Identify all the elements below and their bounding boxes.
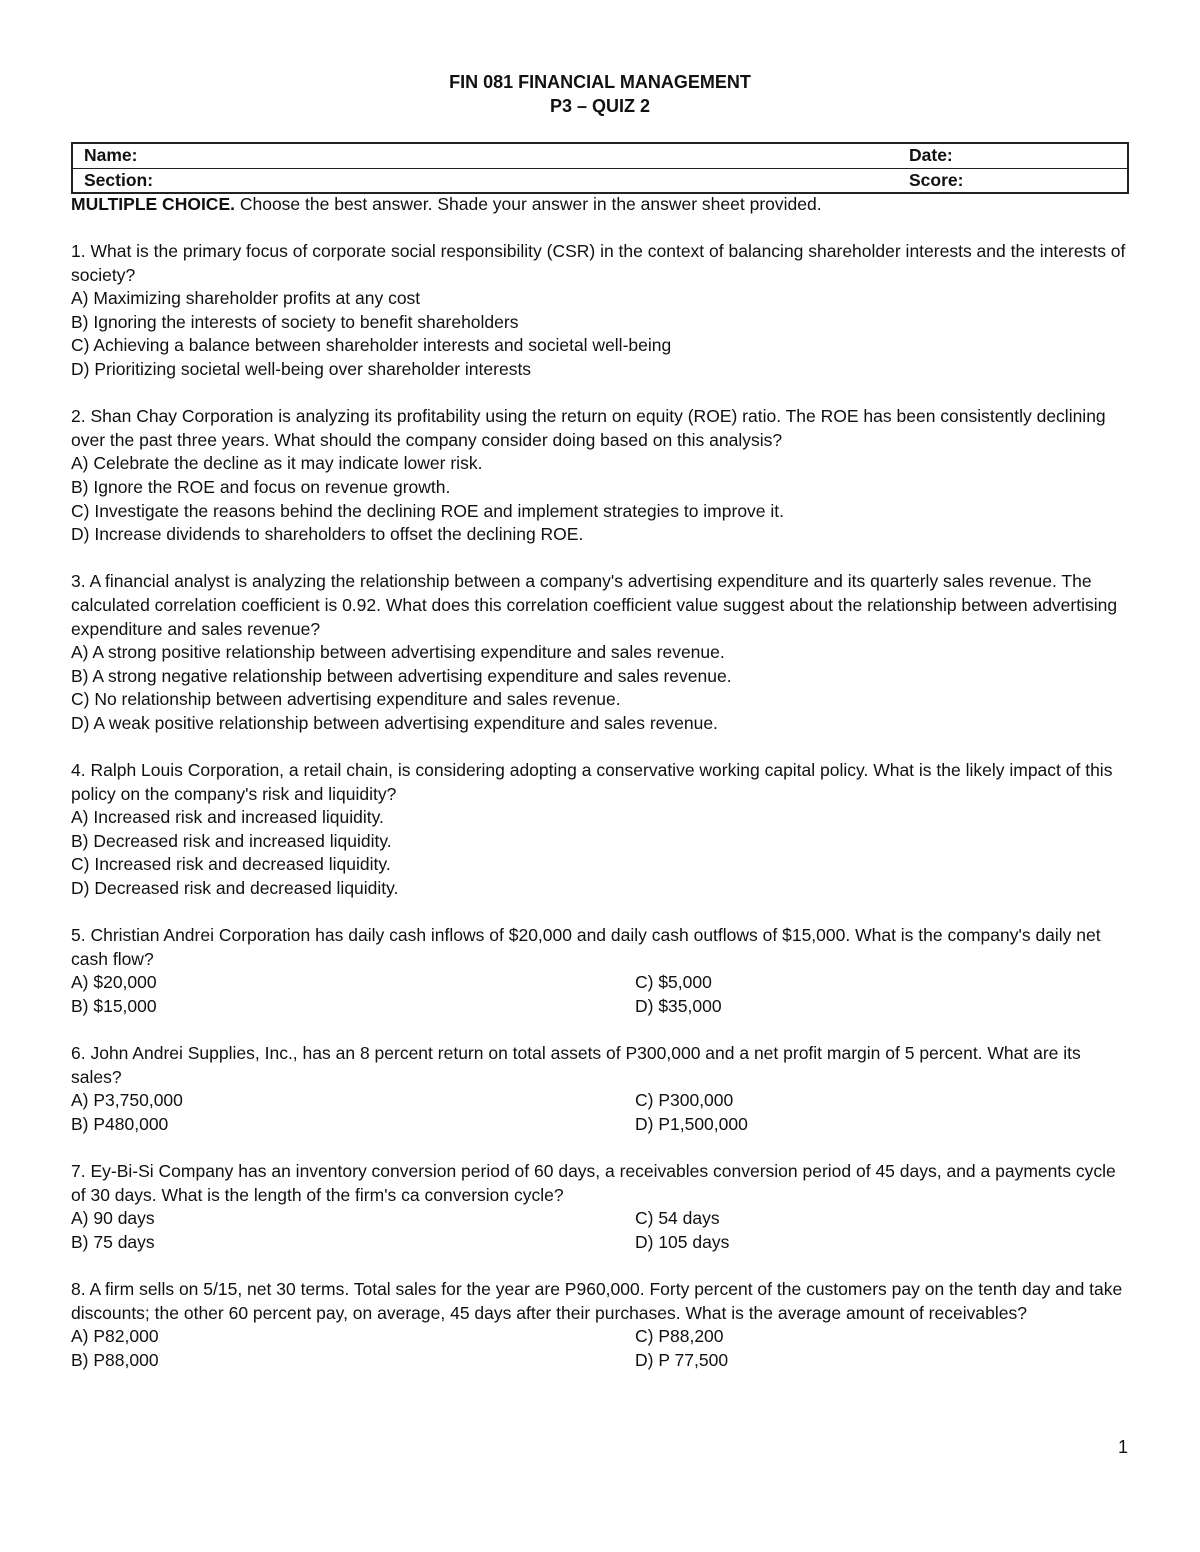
option-a: A) P3,750,000 [71,1090,183,1111]
name-label: Name: [84,145,138,165]
question-text: 2. Shan Chay Corporation is analyzing its profitability using the return on equity (ROE) ratio. The ROE has been consistently declining over the past three years. What should the company consider doing based on this analysis? [71,406,1106,450]
option-a: A) A strong positive relationship between advertising expenditure and sales revenue. [71,642,725,663]
instructions [71,193,1141,217]
quiz-title: P3 – QUIZ 2 [549,96,651,116]
option-d: D) P1,500,000 [635,1113,748,1134]
option-a: A) Increased risk and increased liquidity. [71,807,384,828]
question-text: 6. John Andrei Supplies, Inc., has an 8 percent return on total assets of P300,000 and a net profit margin of 5 percent. What are its sales? [71,1043,1081,1087]
option-d: D) Increase dividends to shareholders to offset the declining ROE. [71,524,584,545]
option-c: C) P88,200 [635,1326,724,1347]
section-label: Section: [72,168,907,193]
option-b: B) Decreased risk and increased liquidity. [71,830,392,851]
info-row-2 [72,168,1128,193]
instructions-heading: MULTIPLE CHOICE. [71,194,235,214]
instructions-text: Choose the best answer. Shade your answer in the answer sheet provided. [234,194,822,214]
option-b: B) P88,000 [71,1349,159,1370]
option-c: C) 54 days [635,1208,720,1229]
option-d: D) P 77,500 [635,1349,729,1370]
course-title: FIN 081 FINANCIAL MANAGEMENT [449,72,751,92]
option-b: B) A strong negative relationship between advertising expenditure and sales revenue. [71,665,732,686]
option-c: C) Investigate the reasons behind the declining ROE and implement strategies to improve it. [71,500,785,521]
options-grid [71,1325,1131,1372]
question-2 [71,405,1131,547]
question-7 [71,1160,1131,1254]
question-text: 8. A firm sells on 5/15, net 30 terms. Total sales for the year are P960,000. Forty percent of the customers pay on the tenth day and take discounts; the other 60 percent pay, on average, 45 days after their purchases. What is the average amount of receivables? [71,1279,1123,1323]
option-a: A) P82,000 [71,1326,159,1347]
question-5 [71,924,1131,1018]
option-d: D) Decreased risk and decreased liquidity. [71,878,399,899]
question-text: 7. Ey-Bi-Si Company has an inventory conversion period of 60 days, a receivables conversion period of 45 days, and a payments cycle of 30 days. What is the length of the firm's ca conversion cycle? [71,1161,1116,1205]
options-grid [71,1089,1131,1136]
option-c: C) Achieving a balance between shareholder interests and societal well-being [71,335,672,356]
option-c: C) Increased risk and decreased liquidity. [71,854,391,875]
date-label: Date: [909,145,953,165]
option-a: A) Maximizing shareholder profits at any cost [71,288,421,309]
option-d: D) Prioritizing societal well-being over shareholder interests [71,358,532,379]
option-a: A) 90 days [71,1208,155,1229]
options-grid [71,971,1131,1018]
question-3 [71,570,1131,735]
question-text: 5. Christian Andrei Corporation has daily cash inflows of $20,000 and daily cash outflows of $15,000. What is the company's daily net cash flow? [71,925,1101,969]
option-b: B) Ignoring the interests of society to benefit shareholders [71,311,519,332]
question-1 [71,240,1131,382]
question-text: 3. A financial analyst is analyzing the relationship between a company's advertising expenditure and its quarterly sales revenue. The calculated correlation coefficient is 0.92. What does this correlation coefficient value suggest about the relationship between advertising expenditure and sales revenue? [71,571,1118,639]
option-b: B) Ignore the ROE and focus on revenue growth. [71,476,451,497]
question-8 [71,1278,1131,1372]
student-info-table [71,142,1129,194]
page-number: 1 [1118,1437,1129,1457]
question-text: 1. What is the primary focus of corporate social responsibility (CSR) in the context of balancing shareholder interests and the interests of society? [71,241,1126,285]
info-row-1 [72,143,1128,168]
option-b: B) $15,000 [71,996,157,1016]
option-c: C) $5,000 [635,972,712,993]
option-c: C) No relationship between advertising expenditure and sales revenue. [71,689,621,710]
options-grid [71,1207,1131,1254]
score-label: Score: [907,168,1128,193]
option-b: B) P480,000 [71,1113,169,1134]
option-b: B) 75 days [71,1231,155,1252]
option-d: D) 105 days [635,1231,730,1252]
option-d: D) A weak positive relationship between advertising expenditure and sales revenue. [71,712,718,733]
document-header [0,70,1200,118]
question-6 [71,1042,1131,1136]
option-c: C) P300,000 [635,1090,734,1111]
option-a: A) $20,000 [71,972,157,993]
question-list [71,240,1131,1396]
option-a: A) Celebrate the decline as it may indicate lower risk. [71,453,483,474]
question-text: 4. Ralph Louis Corporation, a retail chain, is considering adopting a conservative working capital policy. What is the likely impact of this policy on the company's risk and liquidity? [71,760,1113,804]
question-4 [71,759,1131,901]
option-d: D) $35,000 [635,996,722,1016]
